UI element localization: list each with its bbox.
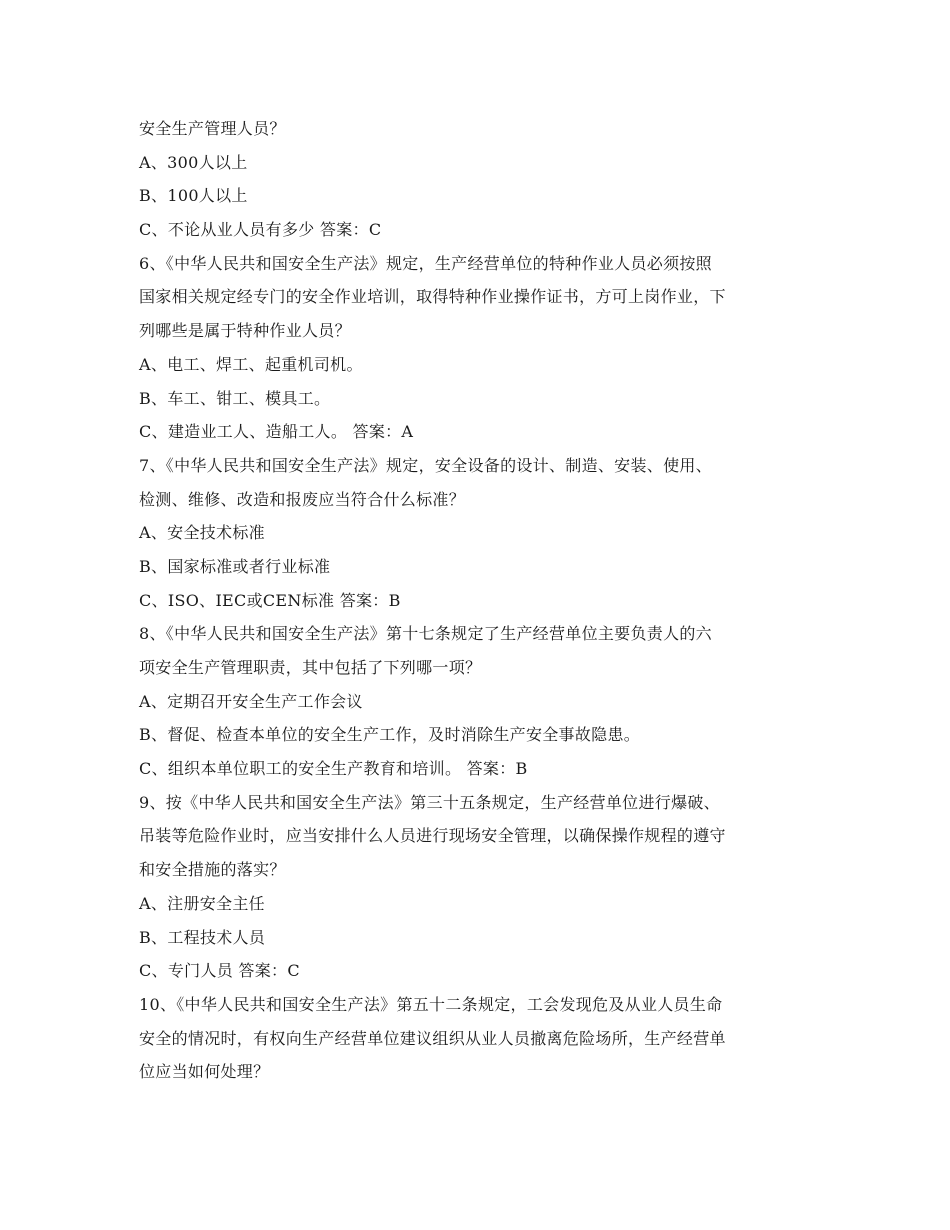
question-9-text-line-3: 和安全措施的落实？ xyxy=(139,860,286,880)
question-9-option-c-answer: C、专门人员 答案：C xyxy=(139,961,300,981)
question-5-option-c-answer: C、不论从业人员有多少 答案：C xyxy=(139,220,382,240)
question-7-text-line-2: 检测、维修、改造和报废应当符合什么标准？ xyxy=(139,489,466,509)
question-10-text-line-1: 10、《中华人民共和国安全生产法》第五十二条规定，工会发现危及从业人员生命 xyxy=(139,994,723,1014)
question-8-option-a: A、定期召开安全生产工作会议 xyxy=(139,691,363,711)
question-6-text-line-1: 6、《中华人民共和国安全生产法》规定，生产经营单位的特种作业人员必须按照 xyxy=(139,253,712,273)
question-8-text-line-2: 项安全生产管理职责，其中包括了下列哪一项？ xyxy=(139,658,482,677)
question-7-option-a: A、安全技术标准 xyxy=(139,523,265,543)
question-8-option-c-answer: C、组织本单位职工的安全生产教育和培训。 答案：B xyxy=(139,759,528,779)
question-8-option-b: B、督促、检查本单位的安全生产工作，及时消除生产安全事故隐患。 xyxy=(139,725,641,745)
question-6-text-line-3: 列哪些是属于特种作业人员？ xyxy=(139,321,351,341)
question-5-text-end: 安全生产管理人员？ xyxy=(139,119,286,138)
question-10-text-line-3: 位应当如何处理？ xyxy=(139,1062,270,1082)
question-9-option-b: B、工程技术人员 xyxy=(139,927,266,947)
question-8-text-line-1: 8、《中华人民共和国安全生产法》第十七条规定了生产经营单位主要负责人的六 xyxy=(139,624,712,644)
question-10-text-line-2: 安全的情况时，有权向生产经营单位建议组织从业人员撤离危险场所，生产经营单 xyxy=(139,1028,726,1048)
document-body xyxy=(139,112,819,1089)
question-7-option-b: B、国家标准或者行业标准 xyxy=(139,556,331,576)
question-5-option-a: A、300人以上 xyxy=(139,152,248,172)
question-5-option-b: B、100人以上 xyxy=(139,186,248,206)
question-6-option-a: A、电工、焊工、起重机司机。 xyxy=(139,354,363,374)
question-9-option-a: A、注册安全主任 xyxy=(139,893,265,913)
question-6-option-b: B、车工、钳工、模具工。 xyxy=(139,388,331,408)
question-7-text-line-1: 7、《中华人民共和国安全生产法》规定，安全设备的设计、制造、安装、使用、 xyxy=(139,455,712,475)
question-9-text-line-1: 9、按《中华人民共和国安全生产法》第三十五条规定，生产经营单位进行爆破、 xyxy=(139,792,720,812)
question-9-text-line-2: 吊装等危险作业时，应当安排什么人员进行现场安全管理，以确保操作规程的遵守 xyxy=(139,826,726,846)
question-6-text-line-2: 国家相关规定经专门的安全作业培训，取得特种作业操作证书，方可上岗作业，下 xyxy=(139,287,726,307)
question-7-option-c-answer: C、ISO、IEC或CEN标准 答案：B xyxy=(139,590,401,610)
question-6-option-c-answer: C、建造业工人、造船工人。 答案：A xyxy=(139,422,414,442)
